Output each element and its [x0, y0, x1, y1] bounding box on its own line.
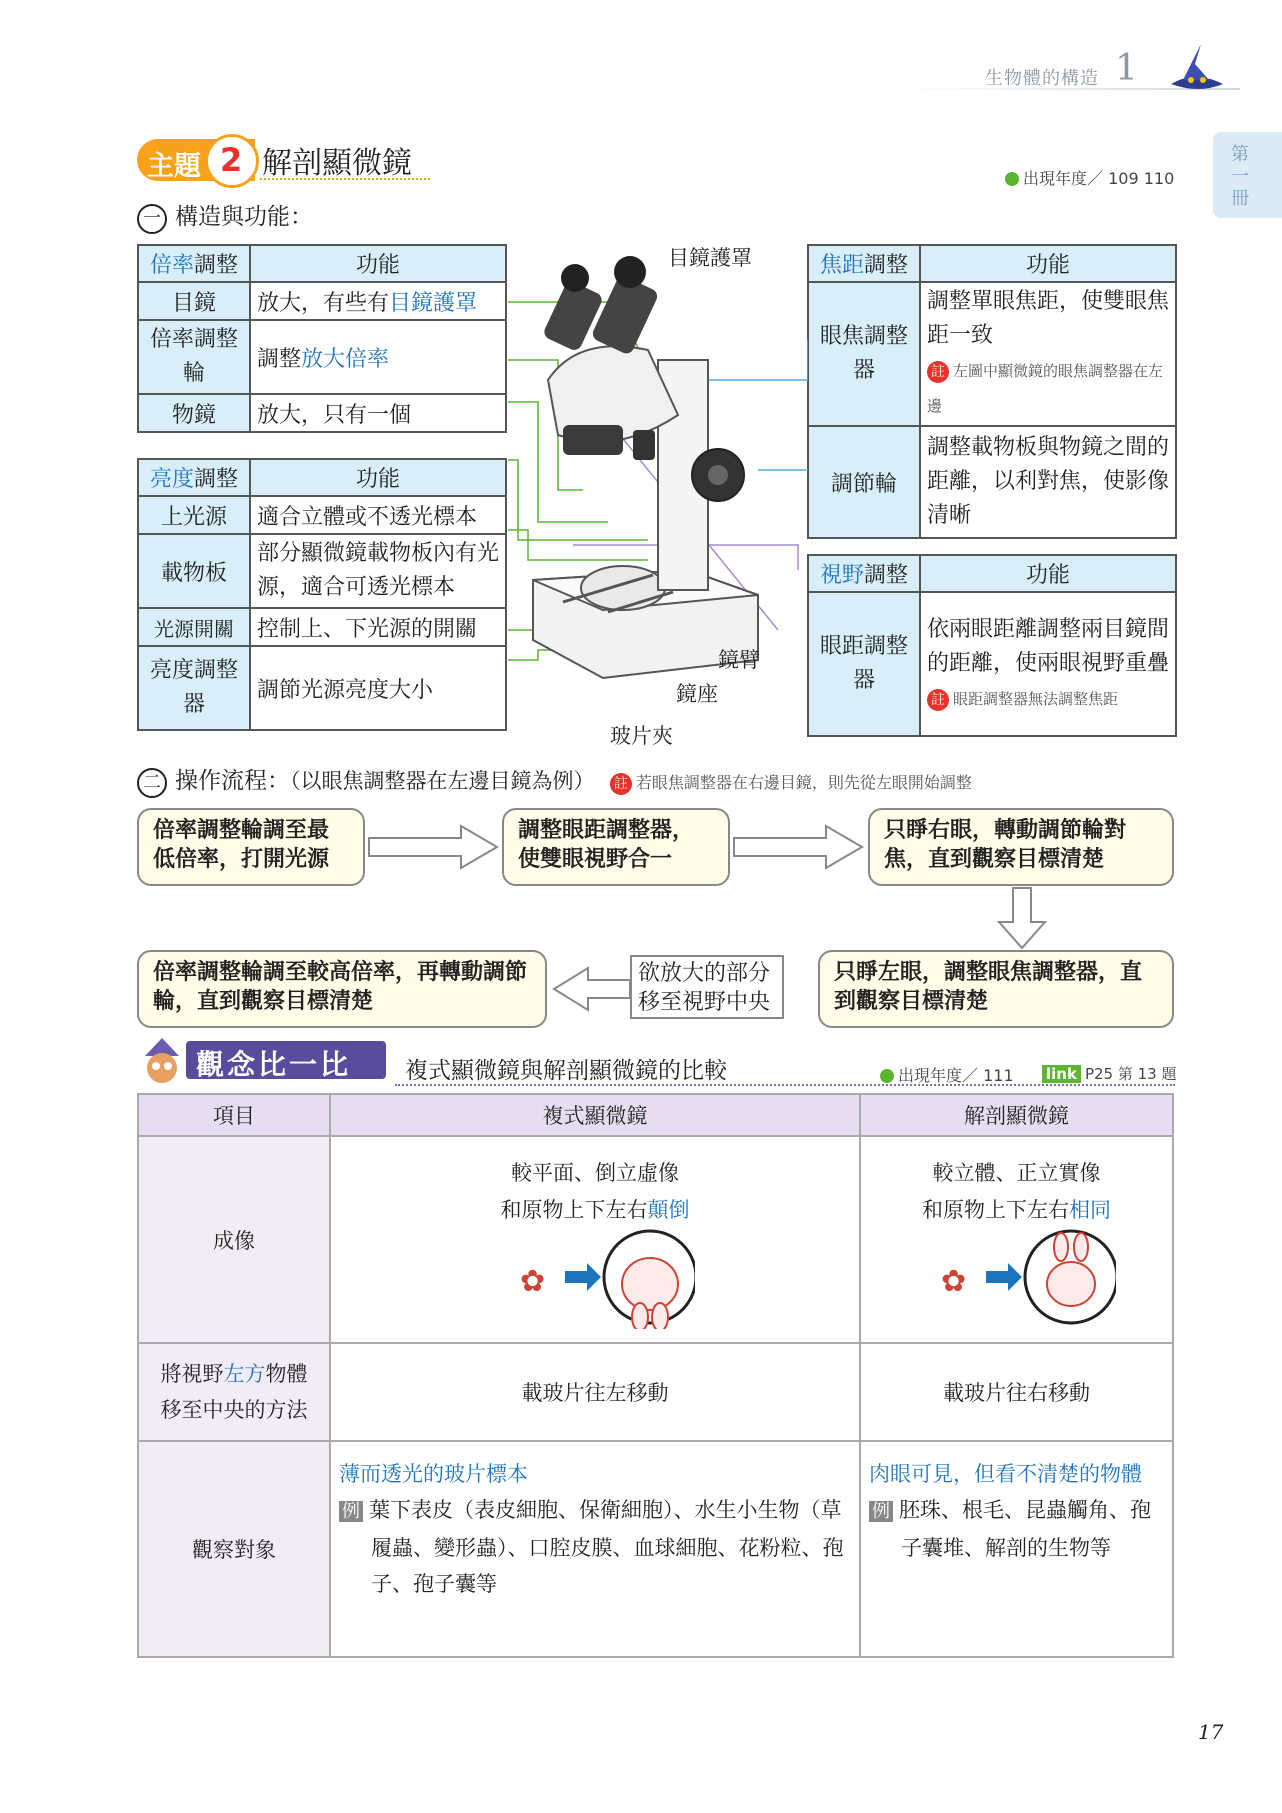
arrow-right-icon	[730, 820, 870, 874]
magnification-table	[137, 244, 507, 433]
view-table	[807, 554, 1177, 737]
light-row-label: 亮度調整器	[138, 646, 250, 730]
flow-step-6: 倍率調整輪調至較高倍率，再轉動調節輪，直到觀察目標清楚	[137, 950, 547, 1028]
light-row-label: 載物板	[138, 534, 250, 608]
mag-row-func: 放大，只有一個	[250, 394, 506, 432]
compound-image-cell	[330, 1136, 860, 1343]
mag-row-func: 調整放大倍率	[250, 320, 506, 394]
compare-head-item: 項目	[138, 1094, 330, 1136]
svg-text:✿: ✿	[519, 1264, 546, 1299]
label-base: 鏡座	[676, 682, 718, 706]
note-icon: 註	[610, 773, 632, 795]
dissecting-object-cell	[860, 1441, 1173, 1657]
section-1-text: 構造與功能：	[175, 204, 313, 230]
example-mark-icon: 例	[339, 1501, 363, 1522]
mag-row-label: 目鏡	[138, 282, 250, 320]
label-arm: 鏡臂	[718, 648, 760, 672]
flow-step-1: 倍率調整輪調至最低倍率，打開光源	[137, 808, 365, 886]
svg-text:✿: ✿	[941, 1264, 967, 1299]
section-2-marker: 二	[137, 768, 167, 798]
compound-move-cell: 載玻片往左移動	[330, 1343, 860, 1441]
dissecting-image-line1: 較立體、正立實像	[932, 1161, 1101, 1185]
chapter-number: 1	[1115, 48, 1138, 89]
inverted-rabbit-figure	[495, 1229, 695, 1329]
mag-head: 倍率調整	[138, 245, 250, 282]
mag-row-label: 倍率調整輪	[138, 320, 250, 394]
mag-row-label: 物鏡	[138, 394, 250, 432]
light-row-func: 部分顯微鏡載物板內有光源，適合可透光標本	[250, 534, 506, 608]
dissecting-object-examples: 例 胚珠、根毛、昆蟲觸角、孢子囊堆、解剖的生物等	[869, 1492, 1164, 1566]
compare-title: 複式顯微鏡與解剖顯微鏡的比較	[405, 1058, 727, 1084]
year-dot-icon	[880, 1069, 894, 1083]
focus-head-func: 功能	[920, 245, 1176, 282]
compare-row-label: 將視野左方物體 移至中央的方法	[138, 1343, 330, 1441]
topic-badge-label: 主題	[147, 151, 201, 182]
section-2-sub: （以眼焦調整器在左邊目鏡為例）	[290, 769, 595, 793]
note-icon: 註	[927, 689, 949, 711]
compound-object-examples: 例 葉下表皮（表皮細胞、保衛細胞）、水生小生物（草履蟲、變形蟲）、口腔皮膜、血球細胞、花粉粒、孢子、孢子囊等	[339, 1492, 851, 1602]
year-dot-icon	[1005, 172, 1019, 186]
light-row-label: 上光源	[138, 496, 250, 534]
compare-badge-label: 觀念比一比	[196, 1048, 352, 1081]
topic-number	[205, 134, 259, 188]
view-head: 視野調整	[808, 555, 920, 592]
dissecting-object-head: 肉眼可見，但看不清楚的物體	[868, 1462, 1142, 1486]
light-head-func: 功能	[250, 459, 506, 496]
compare-row-label: 成像	[138, 1136, 330, 1343]
light-row-func: 控制上、下光源的開關	[250, 608, 506, 646]
view-head-func: 功能	[920, 555, 1176, 592]
focus-table	[807, 244, 1177, 539]
label-eyepiece-cover: 目鏡護罩	[668, 246, 752, 270]
section-2-text: 操作流程：	[175, 768, 290, 794]
link-icon: link	[1042, 1065, 1081, 1083]
arrow-right-icon	[365, 820, 505, 874]
topic-number-text: 2	[220, 141, 243, 179]
view-row-func: 依兩眼距離調整兩目鏡間的距離，使兩眼視野重疊 註 眼距調整器無法調整焦距	[920, 592, 1176, 736]
focus-row-func: 調整載物板與物鏡之間的距離，以利對焦，使影像清晰	[920, 426, 1176, 538]
light-head: 亮度調整	[138, 459, 250, 496]
owl-mascot-icon	[137, 1036, 187, 1086]
focus-note: 註 左圖中顯微鏡的眼焦調整器在左邊	[927, 362, 1164, 415]
section-2-note: 註 若眼焦調整器在右邊目鏡，則先從左眼開始調整	[610, 773, 972, 792]
compare-year-badge	[880, 1063, 1014, 1086]
arrow-left-icon	[550, 962, 632, 1016]
compare-head-compound: 複式顯微鏡	[330, 1094, 860, 1136]
example-mark-icon: 例	[869, 1501, 893, 1522]
arrow-down-icon	[995, 886, 1049, 952]
volume-side-tab[interactable]	[1213, 132, 1282, 218]
compare-year-label: 出現年度／ 111	[898, 1066, 1014, 1085]
section-1-marker: 一	[137, 204, 167, 234]
compound-object-cell	[330, 1441, 860, 1657]
focus-row-label: 眼焦調整器	[808, 282, 920, 426]
section-2-title	[137, 762, 972, 798]
focus-row-label: 調節輪	[808, 426, 920, 538]
wizard-hat-icon	[1165, 40, 1227, 92]
side-tab-label: 第一冊	[1231, 144, 1249, 209]
dissecting-move-cell: 載玻片往右移動	[860, 1343, 1173, 1441]
mag-row-func: 放大，有些有目鏡護罩	[250, 282, 506, 320]
dissecting-image-cell	[860, 1136, 1173, 1343]
compound-image-line2: 和原物上下左右顛倒	[500, 1198, 690, 1222]
compare-badge	[186, 1041, 386, 1079]
mag-head-func: 功能	[250, 245, 506, 282]
topic-underline	[260, 178, 430, 180]
focus-head: 焦距調整	[808, 245, 920, 282]
view-note: 註 眼距調整器無法調整焦距	[927, 690, 1118, 708]
compound-image-line1: 較平面、倒立虛像	[510, 1161, 679, 1185]
page-number: 17	[1198, 1720, 1224, 1744]
light-table	[137, 458, 507, 731]
light-row-func: 適合立體或不透光標本	[250, 496, 506, 534]
upright-rabbit-figure	[916, 1229, 1116, 1329]
compound-object-head: 薄而透光的玻片標本	[339, 1462, 528, 1486]
section-1-title	[137, 198, 313, 234]
year-label: 出現年度／ 109 110	[1023, 169, 1175, 188]
flow-step-3: 只睜右眼，轉動調節輪對焦，直到觀察目標清楚	[868, 808, 1174, 886]
compare-head-dissecting: 解剖顯微鏡	[860, 1094, 1173, 1136]
note-icon: 註	[927, 361, 949, 383]
label-clip: 玻片夾	[610, 724, 673, 748]
focus-row-func: 調整單眼焦距，使雙眼焦距一致 註 左圖中顯微鏡的眼焦調整器在左邊	[920, 282, 1176, 426]
link-badge[interactable]	[1042, 1063, 1176, 1084]
microscope-diagram	[508, 240, 808, 740]
flow-step-5: 欲放大的部分移至視野中央	[630, 955, 784, 1019]
light-row-label: 光源開關	[138, 608, 250, 646]
flow-step-4: 只睜左眼，調整眼焦調整器，直到觀察目標清楚	[818, 950, 1174, 1028]
view-row-label: 眼距調整器	[808, 592, 920, 736]
compare-table	[137, 1093, 1174, 1658]
dissecting-image-line2: 和原物上下左右相同	[921, 1198, 1111, 1222]
compare-row-label: 觀察對象	[138, 1441, 330, 1657]
light-row-func: 調節光源亮度大小	[250, 646, 506, 730]
compare-underline	[395, 1084, 1175, 1086]
flow-step-2: 調整眼距調整器，使雙眼視野合一	[502, 808, 730, 886]
link-label: P25 第 13 題	[1084, 1065, 1177, 1083]
topic-title: 解剖顯微鏡	[262, 146, 412, 181]
year-badge	[1005, 166, 1174, 189]
chapter-title: 生物體的構造	[985, 68, 1099, 89]
